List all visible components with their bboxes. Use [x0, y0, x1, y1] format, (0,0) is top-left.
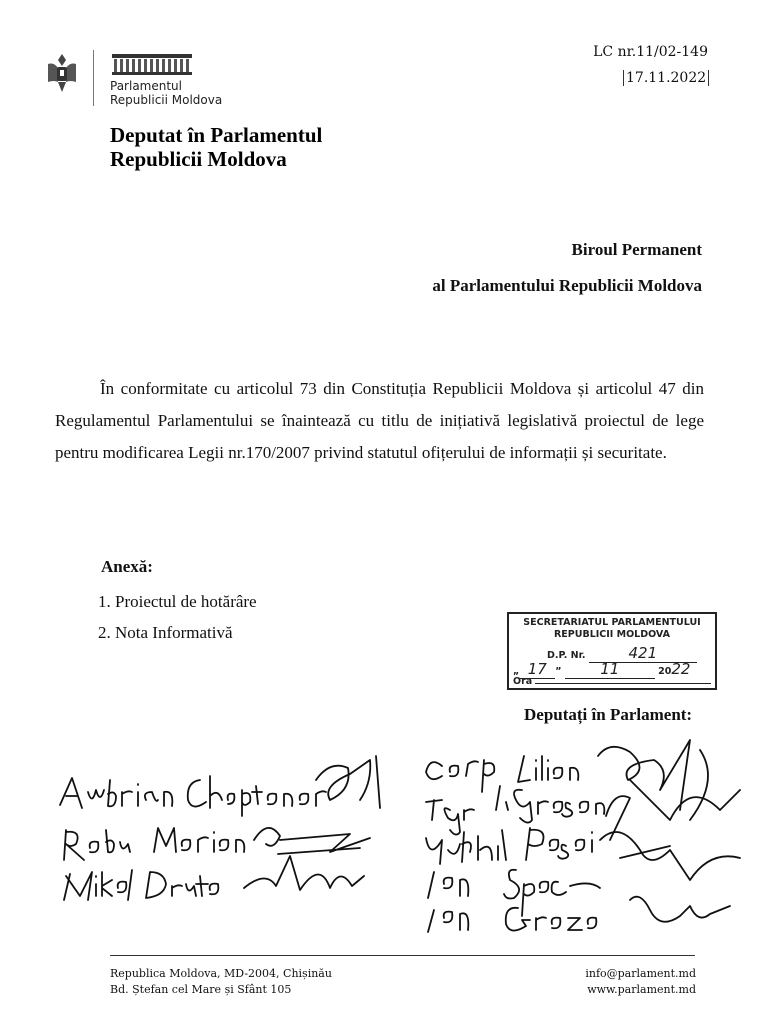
parliament-name-line1: Parlamentul	[110, 79, 182, 93]
parliament-building-icon	[110, 52, 194, 76]
addressee-line2: al Parlamentului Republicii Moldova	[432, 276, 702, 295]
sender-title-line2: Republicii Moldova	[110, 147, 287, 171]
annex-item: 1. Proiectul de hotărâre	[98, 592, 257, 611]
stamp-hour-label: Ora	[513, 676, 533, 687]
sender-title-line1: Deputat în Parlamentul	[110, 123, 323, 147]
addressee-line1: Biroul Permanent	[571, 240, 702, 259]
sender-title	[110, 123, 322, 171]
parliament-name-line2: Republicii Moldova	[110, 93, 223, 107]
reference-date: 17.11.2022	[623, 70, 709, 86]
stamp-line1: SECRETARIATUL PARLAMENTULUI	[523, 617, 701, 628]
footer-website[interactable]: www.parlament.md	[587, 983, 696, 996]
stamp-dp-label: D.P. Nr.	[547, 650, 586, 661]
stamp-month: 11	[565, 660, 655, 679]
stamp-date-row: „ 17 ” 11 2022	[513, 660, 691, 678]
footer-address-line1: Republica Moldova, MD-2004, Chișinău	[110, 967, 332, 980]
stamp-day: 17	[519, 660, 555, 679]
annex-title: Anexă:	[101, 557, 153, 576]
registration-stamp	[507, 612, 717, 690]
footer-address-line2: Bd. Ștefan cel Mare și Sfânt 105	[110, 983, 292, 996]
deputies-heading: Deputați în Parlament:	[524, 705, 693, 724]
body-paragraph: În conformitate cu articolul 73 din Constituția Republicii Moldova și articolul 47 din Regulamentul Parlamentului se înaintează cu titlu de inițiativă legislativă proiectul de lege pentru modificarea Legii nr.170/2007 privind statutul ofițerului de informații și securitate.	[55, 379, 704, 462]
stamp-year-suffix: 22	[671, 660, 691, 678]
parliament-name	[110, 79, 222, 107]
annex-list	[98, 586, 257, 648]
footer-contacts	[585, 966, 696, 998]
footer-divider	[110, 955, 695, 956]
stamp-line2: REPUBLICII MOLDOVA	[553, 629, 670, 640]
reference-number: LC nr.11/02-149	[593, 44, 708, 60]
footer-address	[110, 966, 332, 998]
annex-item: 2. Nota Informativă	[98, 623, 233, 642]
stamp-year-prefix: 20	[658, 666, 672, 677]
stamp-hour-row	[513, 676, 711, 687]
coat-of-arms-icon	[44, 52, 80, 96]
stamp-dp-value: 421	[589, 644, 697, 663]
deputy-signatures	[30, 720, 750, 940]
header-divider	[93, 50, 94, 106]
footer-email[interactable]: info@parlament.md	[585, 967, 696, 980]
